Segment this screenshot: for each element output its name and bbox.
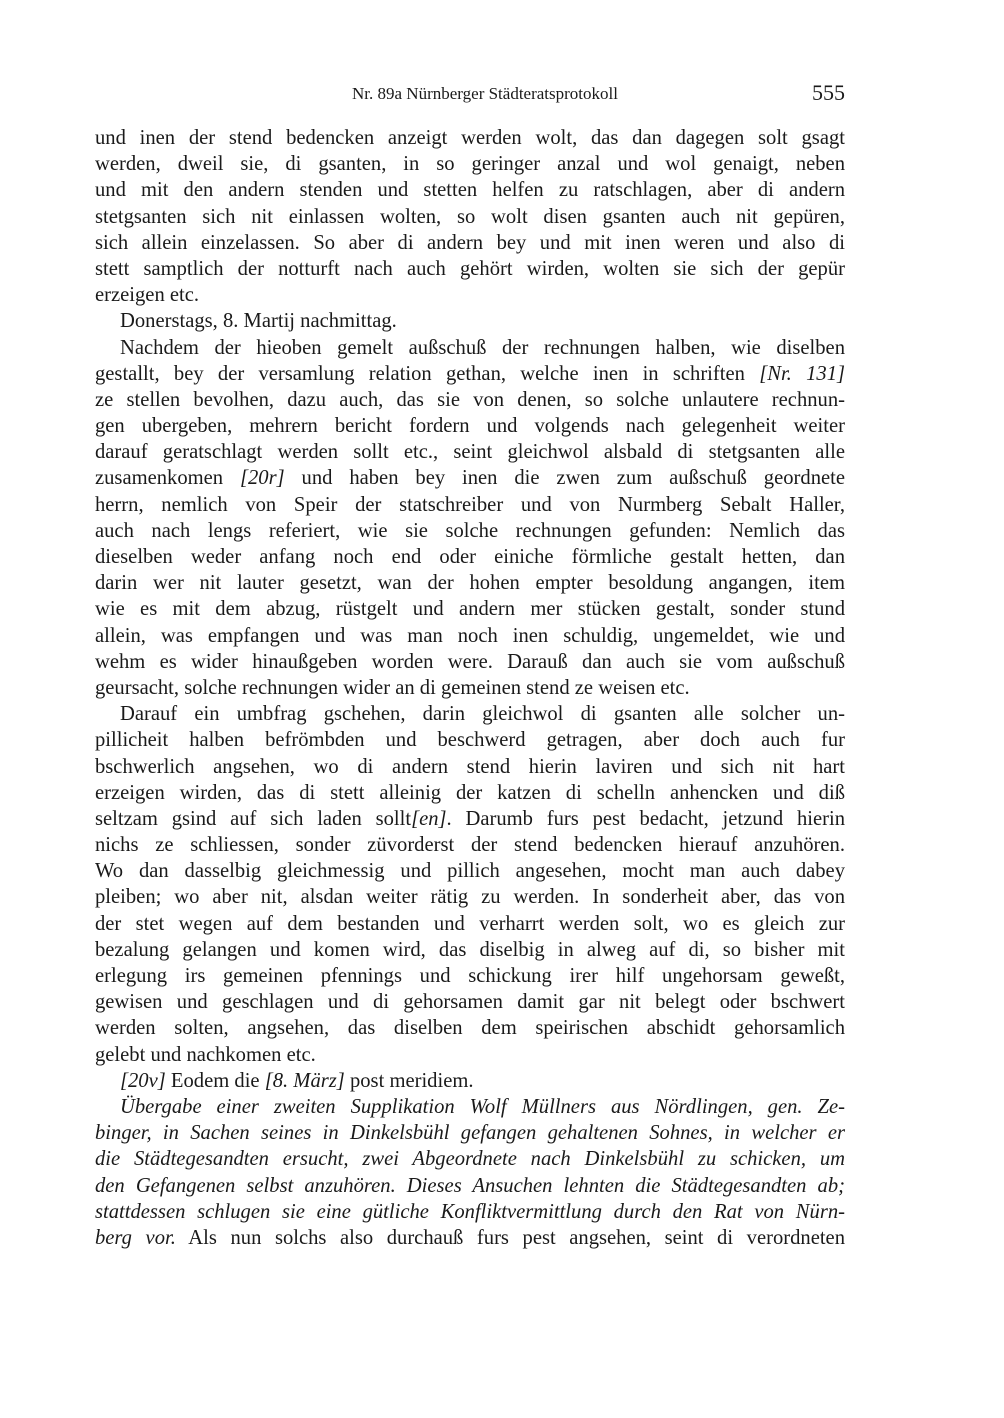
text-segment: erzeigen wirden, das di stett alleinig der katzen di schelln anhencken und diß <box>95 781 845 804</box>
text-line <box>95 989 845 1015</box>
text-line <box>95 937 845 963</box>
text-line <box>95 465 845 491</box>
text-segment: darin wer nit lauter gesetzt, wan der hohen empter besoldung angangen, item <box>95 572 845 595</box>
text-segment: Als nun solchs also durchauß furs pest angsehen, seint di verordneten <box>175 1226 845 1249</box>
text-line <box>95 204 845 230</box>
text-segment: gen ubergeben, mehrern bericht fordern und volgends nach gelegenheit weiter <box>95 415 845 438</box>
text-line <box>95 230 845 256</box>
text-segment: wie es mit dem abzug, rüstgelt und andern mer stücken gestalt, sonder stund <box>95 598 845 621</box>
text-segment: post meridiem. <box>344 1069 474 1092</box>
text-segment: pillicheit halben befrömbden und beschwerd getragen, aber doch auch fur <box>95 729 845 752</box>
text-segment: herrn, nemlich von Speir der statschreiber und von Nurmberg Sebalt Haller, <box>95 493 845 516</box>
text-line <box>95 282 845 308</box>
paragraph <box>95 335 845 702</box>
text-line <box>95 492 845 518</box>
text-line <box>95 308 845 334</box>
text-segment: Wo dan dasselbig gleichmessig und pillich angesehen, mocht man auch dabey <box>95 860 845 883</box>
text-line <box>95 256 845 282</box>
text-segment: bezalung gelangen und komen wird, das diselbig in alweg auf di, so bisher mit <box>95 938 845 961</box>
text-segment: sich allein einzelassen. So aber di andern bey und mit inen weren und also di <box>95 231 845 254</box>
italic-text-segment: [20r] <box>240 467 285 490</box>
text-segment: und haben bey inen die zwen zum außschuß geordnete <box>284 467 845 490</box>
text-segment: gewisen und geschlagen und di gehorsamen damit gar nit belegt oder bschwert <box>95 991 845 1014</box>
text-line <box>95 911 845 937</box>
italic-text-segment: [en] <box>411 807 447 830</box>
text-segment: werden solten, angsehen, das diselben dem speirischen abschidt gehorsamlich <box>95 1017 845 1040</box>
italic-text-segment: die Städtegesandten ersucht, zwei Abgeordnete nach Dinkelsbühl zu schicken, um <box>95 1148 845 1171</box>
text-segment: bschwerlich angsehen, wo di andern stend hierin laviren und sich nit hart <box>95 755 845 778</box>
text-segment: pleiben; wo aber nit, alsdan weiter rätig zu werden. In sonderheit aber, das von <box>95 886 845 909</box>
text-line <box>95 361 845 387</box>
italic-text-segment: den Gefangenen selbst anzuhören. Dieses Ansuchen lehnten die Städtegesandten ab; <box>95 1174 845 1197</box>
text-segment: . Darumb furs pest bedacht, jetzund hierin <box>446 807 845 830</box>
text-line <box>95 1120 845 1146</box>
italic-text-segment: binger, in Sachen seines in Dinkelsbühl gefangen gehaltenen Sohnes, in welcher er <box>95 1122 845 1145</box>
text-segment: zusamenkomen <box>95 467 240 490</box>
text-line <box>95 963 845 989</box>
paragraph <box>95 1068 845 1094</box>
body-text <box>95 125 845 1251</box>
text-segment: stetgsanten sich nit einlassen wolten, so wolt disen gsanten auch nit gepüren, <box>95 205 845 228</box>
text-line <box>95 518 845 544</box>
text-line <box>95 1225 845 1251</box>
text-segment: geursacht, solche rechnungen wider an di gemeinen stend ze weisen etc. <box>95 676 690 699</box>
text-line <box>95 151 845 177</box>
text-segment: der stet wegen auf dem bestanden und verharrt werden solt, wo es gleich zur <box>95 912 845 935</box>
text-segment: ze stellen bevolhen, dazu auch, das sie von denen, so solche unlautere rechnun- <box>95 388 845 411</box>
italic-text-segment: Übergabe einer zweiten Supplikation Wolf Müllners aus Nördlingen, gen. Ze- <box>120 1095 845 1118</box>
page-number: 555 <box>812 80 845 105</box>
text-segment: Nachdem der hieoben gemelt außschuß der rechnungen halben, wie diselben <box>120 336 845 359</box>
text-segment: stett samptlich der notturft nach auch gehört wirden, wolten sie sich der gepür <box>95 257 845 280</box>
text-segment: wehm es wider hinaußgeben worden were. Darauß dan auch sie vom außschuß <box>95 650 845 673</box>
text-segment: Eodem die <box>165 1069 265 1092</box>
text-line <box>95 413 845 439</box>
italic-text-segment: stattdessen schlugen sie eine gütliche Konfliktvermittlung durch den Rat von Nürn- <box>95 1200 845 1223</box>
text-line <box>95 858 845 884</box>
text-line <box>95 1146 845 1172</box>
running-title: Nr. 89a Nürnberger Städteratsprotokoll <box>352 84 618 103</box>
text-line <box>95 570 845 596</box>
text-line <box>95 1199 845 1225</box>
italic-text-segment: [8. März] <box>264 1069 345 1092</box>
text-line <box>95 780 845 806</box>
text-segment: und mit den andern stenden und stetten helfen zu ratschlagen, aber di andern <box>95 179 845 202</box>
text-segment: dieselben weder anfang noch end oder einiche förmliche gestalt hetten, dan <box>95 546 845 568</box>
text-segment: nichs ze schliessen, sonder züvorderst der stend bedencken hierauf anzuhören. <box>95 834 845 857</box>
text-line <box>95 649 845 675</box>
text-line <box>95 1173 845 1199</box>
paragraph <box>95 701 845 1068</box>
text-segment: auch nach lengs referiert, wie sie solche rechnungen gefunden: Nemlich das <box>95 519 845 542</box>
text-segment: seltzam gsind auf sich laden sollt <box>95 807 412 830</box>
text-line <box>95 754 845 780</box>
text-line <box>95 1068 845 1094</box>
text-line <box>95 387 845 413</box>
text-line <box>95 439 845 465</box>
text-line <box>95 1042 845 1068</box>
text-segment: darauf geratschlagt werden sollt etc., seint gleichwol alsbald di stetgsanten alle <box>95 441 845 464</box>
text-line <box>95 125 845 151</box>
text-line <box>95 701 845 727</box>
text-segment: gelebt und nachkomen etc. <box>95 1043 316 1066</box>
text-line <box>95 1094 845 1120</box>
italic-text-segment: [Nr. 131] <box>759 362 846 385</box>
text-segment: erzeigen etc. <box>95 284 200 307</box>
text-line <box>95 1015 845 1041</box>
text-line <box>95 335 845 361</box>
text-segment: erlegung irs gemeinen pfennings und schickung irer hilf ungehorsam geweßt, <box>95 965 845 987</box>
running-head <box>95 80 845 108</box>
text-line <box>95 177 845 203</box>
italic-text-segment: berg vor. <box>95 1226 176 1249</box>
text-segment: gestallt, bey der versamlung relation gethan, welche inen in schriften <box>95 362 760 385</box>
text-line <box>95 623 845 649</box>
text-line <box>95 806 845 832</box>
text-line <box>95 596 845 622</box>
paragraph <box>95 125 845 308</box>
text-segment: Darauf ein umbfrag gschehen, darin gleichwol di gsanten alle solcher un- <box>120 703 845 726</box>
text-line <box>95 727 845 753</box>
text-line <box>95 884 845 910</box>
text-segment: Donerstags, 8. Martij nachmittag. <box>120 310 397 333</box>
text-line <box>95 832 845 858</box>
paragraph <box>95 308 845 334</box>
text-segment: und inen der stend bedencken anzeigt werden wolt, das dan dagegen solt gsagt <box>95 127 845 149</box>
text-segment: werden, dweil sie, di gsanten, in so geringer anzal und wol genaigt, neben <box>95 153 845 176</box>
italic-text-segment: [20v] <box>120 1069 166 1092</box>
text-line <box>95 675 845 701</box>
text-line <box>95 544 845 570</box>
paragraph <box>95 1094 845 1251</box>
text-segment: allein, was empfangen und was man noch inen schuldig, ungemeldet, wie und <box>95 624 845 647</box>
